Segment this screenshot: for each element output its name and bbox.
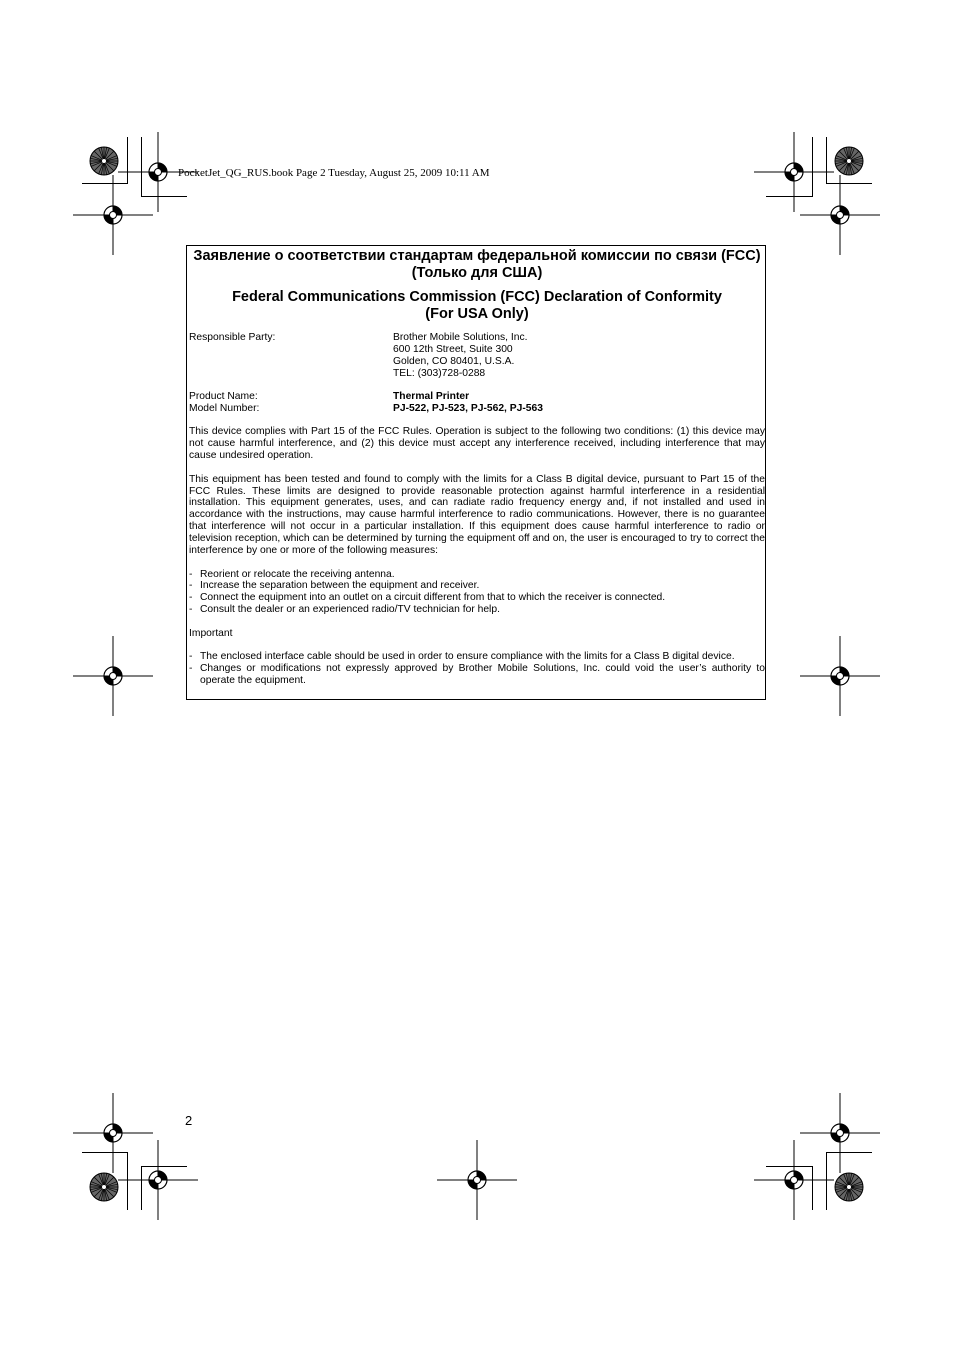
registration-target-icon — [754, 1140, 834, 1220]
important-list — [189, 651, 765, 687]
model-number-row — [189, 403, 765, 415]
registration-target-icon — [73, 636, 153, 716]
important-heading: Important — [189, 627, 233, 639]
responsible-party-address — [393, 332, 765, 380]
page-number: 2 — [185, 1113, 193, 1128]
list-item: - Increase the separation between the equipment and receiver. — [189, 580, 765, 592]
title-english — [189, 289, 765, 322]
registration-target-icon — [118, 1140, 198, 1220]
model-number-value: PJ-522, PJ-523, PJ-562, PJ-563 — [393, 403, 543, 415]
list-item: - Connect the equipment into an outlet on a circuit different from that to which the receiver is connected. — [189, 592, 765, 604]
color-bar-starburst-icon — [834, 146, 864, 176]
title-english-line1: Federal Communications Commission (FCC) Declaration of Conformity — [232, 289, 722, 305]
list-item: - Reorient or relocate the receiving antenna. — [189, 569, 765, 581]
title-english-line2: (For USA Only) — [425, 305, 529, 322]
measures-list — [189, 569, 765, 617]
declaration-content — [189, 248, 765, 687]
registration-target-icon — [437, 1140, 517, 1220]
product-name-row — [189, 391, 765, 403]
class-b-paragraph: This equipment has been tested and found to comply with the limits for a Class B digital device, pursuant to Part 15 of the FCC Rules. These limits are designed to provide reasonable protection against harmful interference in a residential installation. This equipment generates, uses, and can radiate radio frequency energy and, if not installed and used in accordance with the instructions, may cause harmful interference to radio communications. However, there is no guarantee that interference will not occur in a particular installation. If this equipment does cause harmful interference to radio or television reception, which can be determined by turning the equipment off and on, the user is encouraged to try to correct the interference by one or more of the following measures: — [189, 473, 765, 557]
registration-target-icon — [73, 175, 153, 255]
responsible-party-block — [189, 332, 765, 380]
registration-target-icon — [800, 175, 880, 255]
title-russian-line1: Заявление о соответствии стандартам федеральной комиссии по связи (FCC) — [193, 248, 761, 264]
address-line: TEL: (303)728-0288 — [393, 367, 486, 379]
color-bar-starburst-icon — [89, 1172, 119, 1202]
title-russian — [189, 248, 765, 281]
list-item: - The enclosed interface cable should be used in order to ensure compliance with the limits for a Class B digital device. — [189, 651, 765, 663]
compliance-paragraph: This device complies with Part 15 of the FCC Rules. Operation is subject to the following two conditions: (1) this device may not cause harmful interference, and (2) this device must accept any interference received, including interference that may cause undesired operation. — [189, 426, 765, 462]
registration-target-icon — [800, 636, 880, 716]
product-name-value: Thermal Printer — [393, 391, 470, 403]
print-header: PocketJet_QG_RUS.book Page 2 Tuesday, August 25, 2009 10:11 AM — [178, 167, 490, 179]
list-item: - Consult the dealer or an experienced radio/TV technician for help. — [189, 604, 765, 616]
model-number-label: Model Number: — [189, 403, 260, 415]
address-line: 600 12th Street, Suite 300 — [393, 343, 513, 355]
color-bar-starburst-icon — [89, 146, 119, 176]
address-line: Golden, CO 80401, U.S.A. — [393, 355, 515, 367]
title-russian-line2: (Только для США) — [411, 264, 543, 281]
list-item: - Changes or modifications not expressly approved by Brother Mobile Solutions, Inc. could void the user’s authority to operate the equipment. — [189, 663, 765, 687]
responsible-party-label: Responsible Party: — [189, 332, 276, 343]
address-line: Brother Mobile Solutions, Inc. — [393, 332, 528, 343]
product-name-label: Product Name: — [189, 391, 258, 403]
color-bar-starburst-icon — [834, 1172, 864, 1202]
